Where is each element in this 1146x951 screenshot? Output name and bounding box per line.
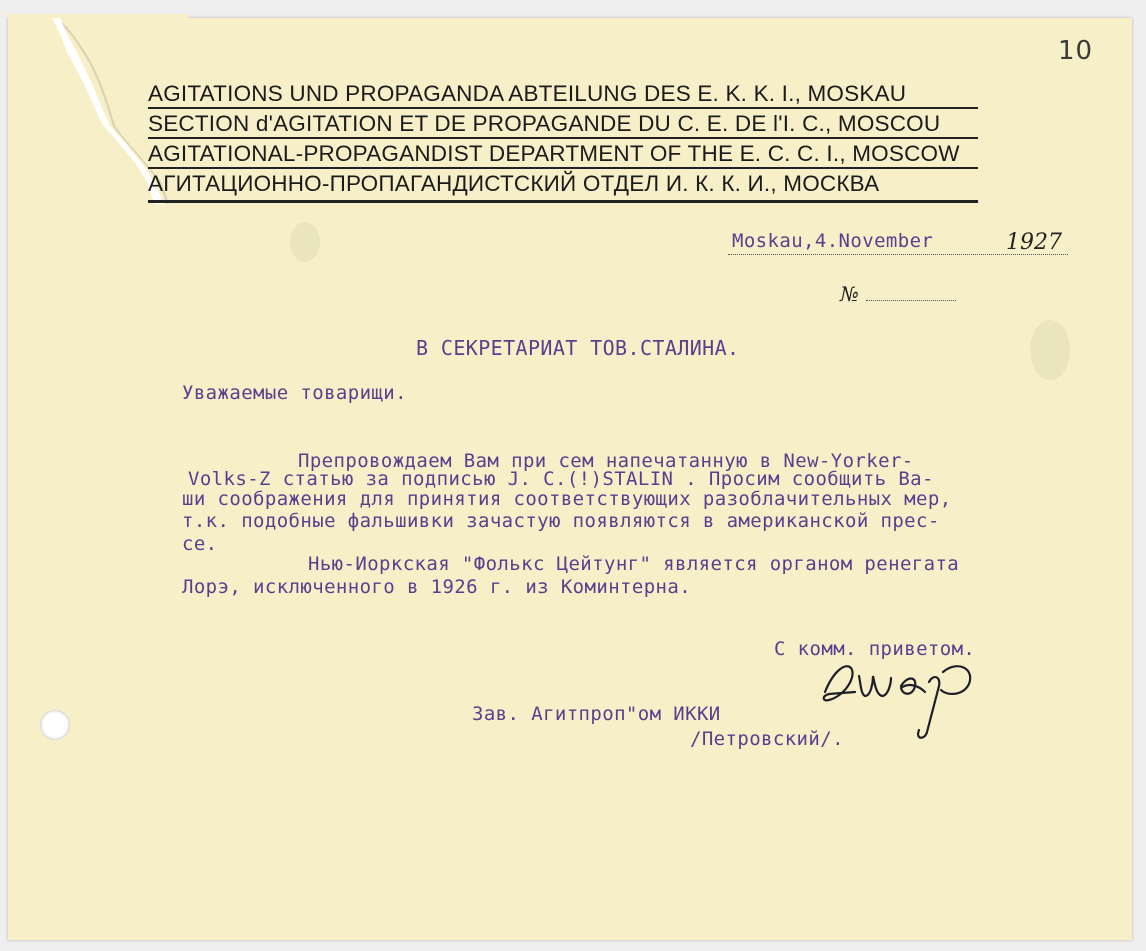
letterhead-line-russian: АГИТАЦИОННО-ПРОПАГАНДИСТСКИЙ ОТДЕЛ И. К. К. И., МОСКВА bbox=[148, 169, 978, 203]
handwritten-signature bbox=[815, 652, 985, 747]
letterhead-line-german: AGITATIONS UND PROPAGANDA ABTEILUNG DES E. K. K. I., MOSKAU bbox=[148, 79, 978, 109]
paragraph2-line: Лорэ, исключенного в 1926 г. из Коминтерна. bbox=[182, 576, 692, 598]
page-number: 10 bbox=[1058, 36, 1094, 66]
body-line: ши соображения для принятия соответствующих разоблачительных мер, bbox=[182, 488, 952, 510]
letterhead bbox=[148, 79, 978, 203]
body-line: т.к. подобные фальшивки зачастую появляются в американской прес- bbox=[182, 510, 940, 532]
body-line: Препровождаем Вам при сем напечатанную в New-Yorker- bbox=[298, 450, 914, 472]
year: 1927 bbox=[1006, 230, 1062, 255]
number-underline bbox=[866, 300, 956, 301]
number-label: № bbox=[840, 282, 859, 306]
paper-stain bbox=[290, 222, 320, 262]
signatory-title: Зав. Агитпроп"ом ИККИ bbox=[472, 703, 721, 725]
punch-hole bbox=[40, 710, 70, 740]
date-underline bbox=[728, 254, 1068, 255]
place-date: Moskau,4.November bbox=[732, 230, 934, 252]
letterhead-line-french: SECTION d'AGITATION ET DE PROPAGANDE DU C. E. DE l'I. C., MOSCOU bbox=[148, 109, 978, 139]
signatory-name: /Петровский/. bbox=[690, 728, 844, 750]
closing: С комм. приветом. bbox=[774, 638, 976, 660]
paper-stain bbox=[1030, 320, 1070, 380]
paragraph2-line: Нью-Иоркская "Фолькс Цейтунг" является органом ренегата bbox=[308, 553, 960, 575]
body-line: се. bbox=[182, 533, 218, 555]
body-line: Volks-Z статью за подписью J. C.(!)STALIN . Просим сообщить Ва- bbox=[188, 468, 934, 490]
addressee: В СЕКРЕТАРИАТ ТОВ.СТАЛИНА. bbox=[416, 336, 740, 360]
salutation: Уважаемые товарищи. bbox=[182, 382, 407, 404]
letterhead-line-english: AGITATIONAL-PROPAGANDIST DEPARTMENT OF THE E. C. C. I., MOSCOW bbox=[148, 139, 978, 169]
